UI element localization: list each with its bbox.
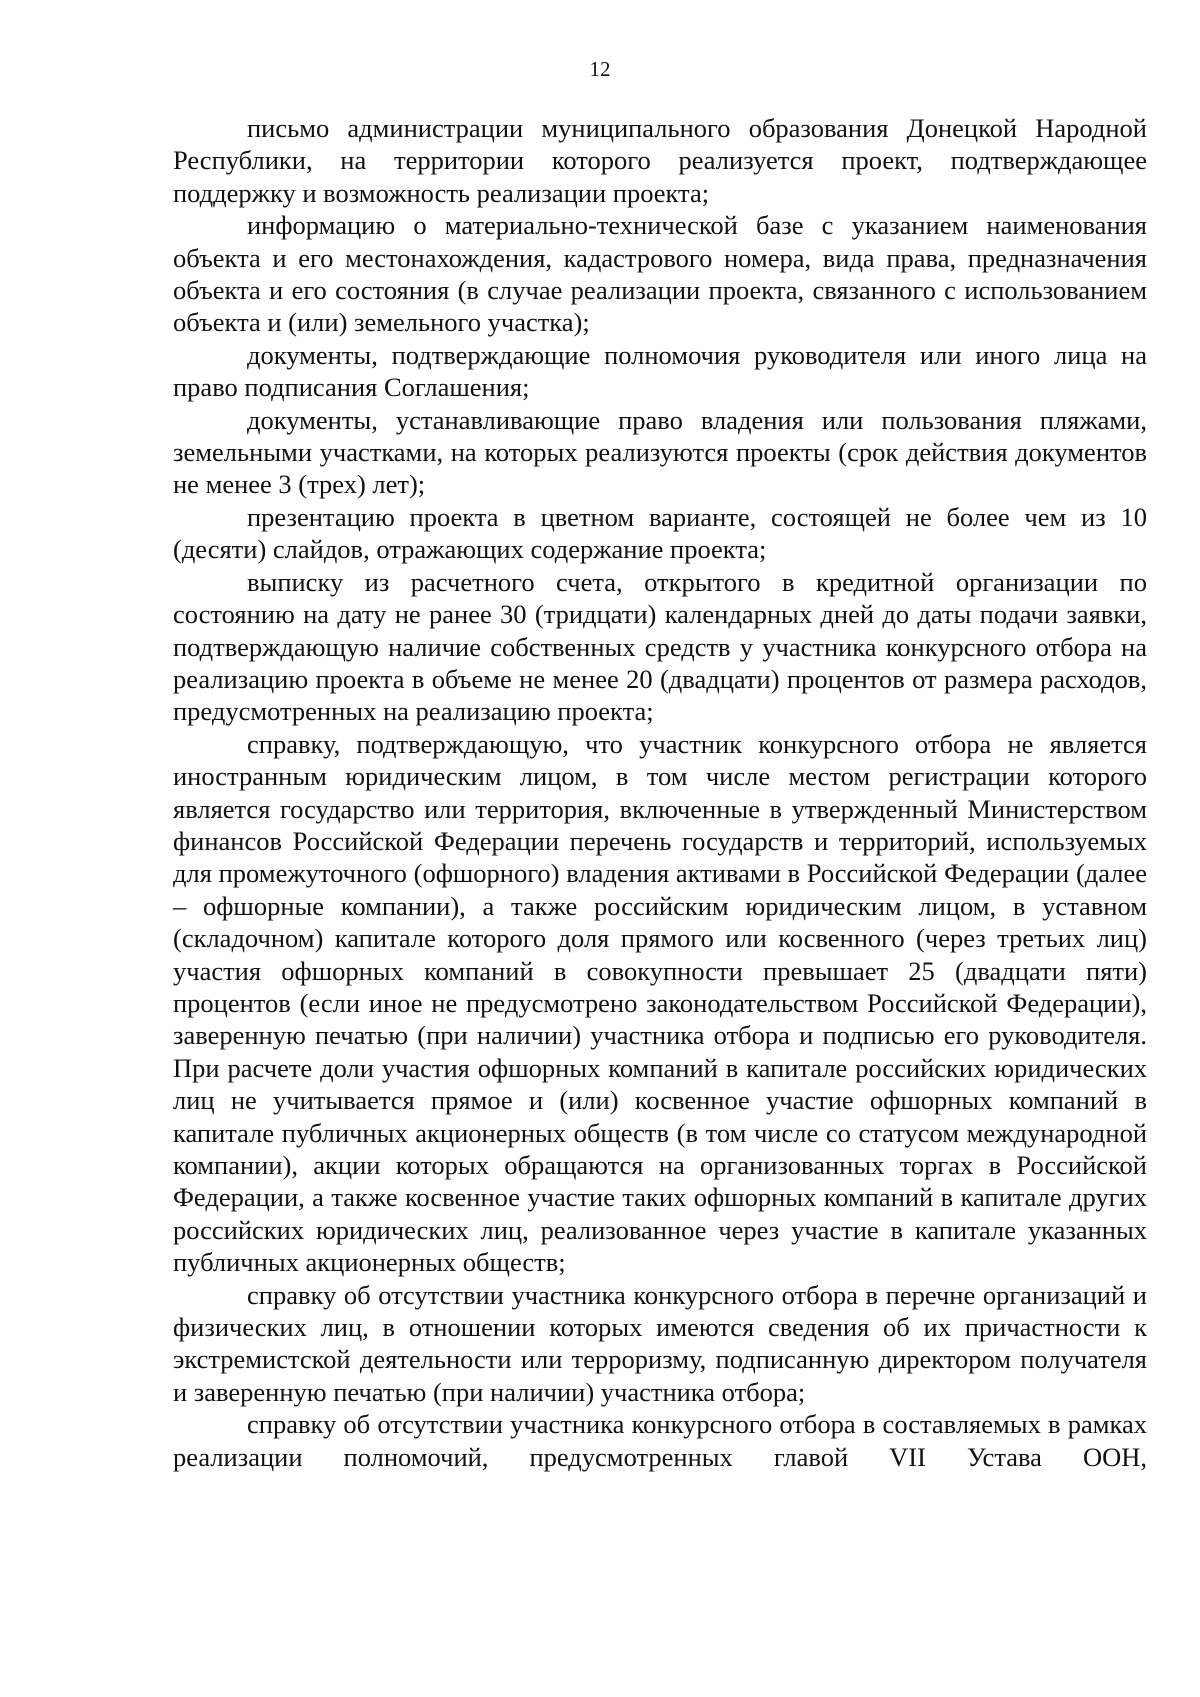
paragraph-authority-documents: документы, подтверждающие полномочия руководителя или иного лица на право подписания Соглашения; bbox=[173, 339, 1147, 403]
document-body bbox=[173, 112, 1147, 1473]
paragraph-un-charter-certificate: справку об отсутствии участника конкурсного отбора в составляемых в рамках реализации полномочий, предусмотренных главой VII Устава ООН, bbox=[173, 1409, 1147, 1472]
paragraph-ownership-documents: документы, устанавливающие право владения или пользования пляжами, земельными участками, на которых реализуются проекты (срок действия документов не менее 3 (трех) лет); bbox=[173, 404, 1147, 500]
paragraph-municipal-letter: письмо администрации муниципального образования Донецкой Народной Республики, на территории которого реализуется проект, подтверждающее поддержку и возможность реализации проекта; bbox=[173, 113, 1147, 208]
paragraph-project-presentation: презентацию проекта в цветном варианте, состоящей не более чем из 10 (десяти) слайдов, отражающих содержание проекта; bbox=[173, 501, 1147, 565]
paragraph-bank-statement: выписку из расчетного счета, открытого в кредитной организации по состоянию на дату не ранее 30 (тридцати) календарных дней до даты подачи заявки, подтверждающую наличие собственных средств у участника конкурсного отбора на реализацию проекта в объеме не менее 20 (двадцати) процентов от размера расходов, предусмотренных на реализацию проекта; bbox=[173, 566, 1147, 727]
paragraph-offshore-certificate: справку, подтверждающую, что участник конкурсного отбора не является иностранным юридическим лицом, в том числе местом регистрации которого является государство или территория, включенные в утвержденный Министерством финансов Российской Федерации перечень государств и территорий, используемых для промежуточного (офшорного) владения активами в Российской Федерации (далее – офшорные компании), а также российским юридическим лицом, в уставном (складочном) капитале которого доля прямого или косвенного (через третьих лиц) участия офшорных компаний в совокупности превышает 25 (двадцати пяти) процентов (если иное не предусмотрено законодательством Российской Федерации), заверенную печатью (при наличии) участника отбора и подписью его руководителя. При расчете доли участия офшорных компаний в капитале российских юридических лиц не учитывается прямое и (или) косвенное участие офшорных компаний в капитале публичных акционерных обществ (в том числе со статусом международной компании), акции которых обращаются на организованных торгах в Российской Федерации, а также косвенное участие таких офшорных компаний в капитале других российских юридических лиц, реализованное через участие в капитале указанных публичных акционерных обществ; bbox=[173, 728, 1147, 1278]
page-number: 12 bbox=[589, 57, 611, 81]
paragraph-extremism-certificate: справку об отсутствии участника конкурсного отбора в перечне организаций и физических лиц, в отношении которых имеются сведения об их причастности к экстремистской деятельности или терроризму, подписанную директором получателя и заверенную печатью (при наличии) участника отбора; bbox=[173, 1279, 1147, 1407]
paragraph-material-base-info: информацию о материально-технической базе с указанием наименования объекта и его местонахождения, кадастрового номера, вида права, предназначения объекта и его состояния (в случае реализации проекта, связанного с использованием объекта и (или) земельного участка); bbox=[173, 210, 1147, 338]
